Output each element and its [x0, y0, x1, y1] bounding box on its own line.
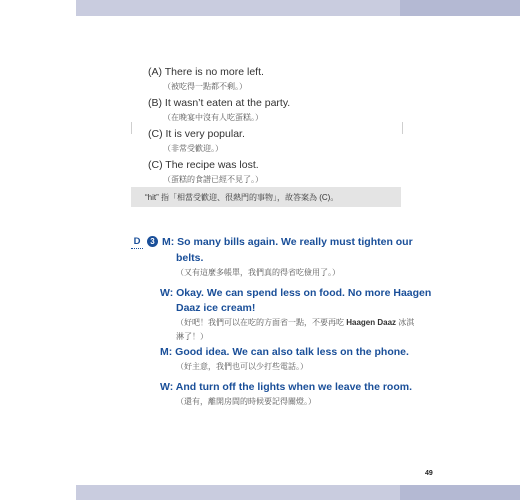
option-d-translation: （蛋糕的食譜已經不見了。）: [163, 175, 263, 184]
footer-band: [76, 485, 520, 500]
page-number: 49: [425, 470, 433, 477]
dialogue-line-2: W: Okay. We can spend less on food. No more Haagen: [160, 287, 432, 299]
dialogue-line-2-translation-cont: 淋了！）: [176, 332, 208, 341]
option-c-text: (C) It is very popular.: [148, 128, 245, 140]
option-d-text: (C) The recipe was lost.: [148, 159, 259, 171]
dialogue-line-2-translation: （好吧！我們可以在吃的方面省一點，不要再吃 Haagen Daaz 冰淇: [176, 318, 415, 327]
question-label: D: [131, 236, 143, 249]
option-b-text: (B) It wasn’t eaten at the party.: [148, 97, 291, 109]
option-a-translation: （被吃得一點都不剩。）: [163, 82, 247, 91]
dialogue-line-3-translation: （好主意，我們也可以少打些電話。）: [176, 362, 308, 371]
dialogue-line-1: M: So many bills again. We really must tighten our: [162, 236, 413, 248]
question-number-badge: 3: [147, 236, 158, 247]
footer-band-tab: [400, 485, 520, 500]
explanation-text: “hit” 指「相當受歡迎、很熱門的事物」，故答案為 (C)。: [145, 193, 339, 202]
option-a-text: (A) There is no more left.: [148, 66, 264, 78]
header-band: [76, 0, 520, 16]
explanation-box: [131, 187, 401, 207]
option-b-translation: （在晚宴中沒有人吃蛋糕。）: [163, 113, 263, 122]
dialogue-line-1-cont: belts.: [176, 252, 204, 264]
dialogue-line-4: W: And turn off the lights when we leave the room.: [160, 381, 413, 393]
option-c-translation: （非常受歡迎。）: [163, 144, 223, 153]
dialogue-line-4-translation: （還有，離開房間的時候要記得關燈。）: [176, 397, 316, 406]
header-band-tab: [400, 0, 520, 16]
dialogue-line-2-cont: Daaz ice cream!: [176, 302, 256, 314]
dialogue-line-1-translation: （又有這麼多帳單，我們真的得省吃儉用了。）: [176, 268, 340, 277]
dialogue-line-3: M: Good idea. We can also talk less on the phone.: [160, 346, 409, 358]
